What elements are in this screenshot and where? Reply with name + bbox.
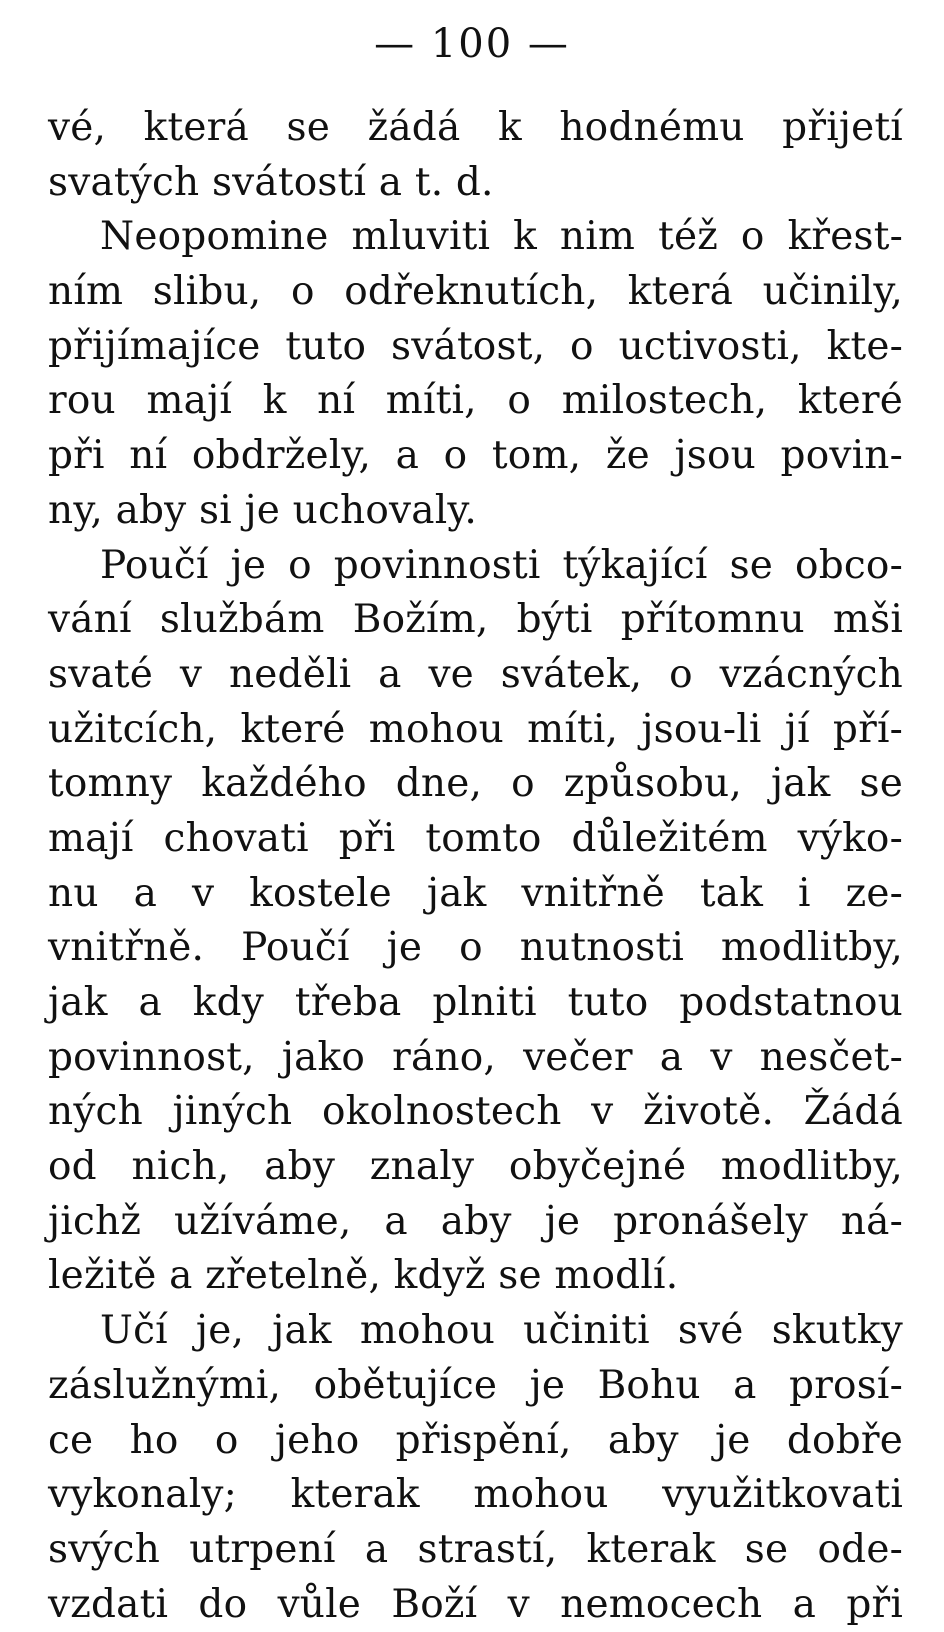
text-line: od nich, aby znaly obyčejné modlitby, bbox=[48, 1144, 903, 1190]
page-number: — 100 — bbox=[374, 21, 570, 67]
text-line: ce ho o jeho přispění, aby je dobře bbox=[48, 1417, 903, 1463]
text-line: mají chovati při tomto důležitém výko- bbox=[48, 815, 903, 861]
text-line: vání službám Božím, býti přítomnu mši bbox=[48, 597, 903, 643]
text-line: ných jiných okolnostech v životě. Žádá bbox=[48, 1089, 903, 1135]
text-line: tomny každého dne, o způsobu, jak se bbox=[48, 761, 903, 807]
text-line: rou mají k ní míti, o milostech, které bbox=[48, 378, 903, 424]
text-line: svatých svátostí a t. d. bbox=[48, 159, 494, 205]
text-line: jak a kdy třeba plniti tuto podstatnou bbox=[48, 980, 903, 1025]
text-line: svých utrpení a strastí, kterak se ode- bbox=[48, 1526, 903, 1572]
text-line: ležitě a zřetelně, když se modlí. bbox=[48, 1253, 679, 1299]
text-line: záslužnými, obětujíce je Bohu a prosí- bbox=[48, 1362, 903, 1408]
text-line: ním slibu, o odřeknutích, která učinily, bbox=[48, 269, 903, 315]
text-line: při ní obdržely, a o tom, že jsou povin- bbox=[48, 433, 903, 479]
body-text bbox=[48, 101, 903, 1632]
text-line: jichž užíváme, a aby je pronášely ná- bbox=[48, 1198, 903, 1244]
text-line: ny, aby si je uchovaly. bbox=[48, 487, 478, 533]
text-line: vnitřně. Poučí je o nutnosti modlitby, bbox=[48, 925, 903, 971]
text-line: svaté v neděli a ve svátek, o vzácných bbox=[48, 651, 903, 697]
text-line: užitcích, které mohou míti, jsou-li jí pří- bbox=[48, 706, 903, 752]
text-line: nu a v kostele jak vnitřně tak i ze- bbox=[48, 870, 903, 916]
text-line: přijímajíce tuto svátost, o uctivosti, kte- bbox=[48, 323, 903, 369]
text-line: povinnost, jako ráno, večer a v nesčet- bbox=[48, 1034, 903, 1080]
text-line: vykonaly; kterak mohou využitkovati bbox=[48, 1472, 903, 1518]
text-line: Neopomine mluviti k nim též o křest- bbox=[100, 214, 903, 260]
text-line: vzdati do vůle Boží v nemocech a při bbox=[48, 1581, 903, 1627]
text-line: vé, která se žádá k hodnému přijetí bbox=[48, 105, 903, 150]
text-line: Učí je, jak mohou učiniti své skutky bbox=[100, 1308, 903, 1354]
text-line: Poučí je o povinnosti týkající se obco- bbox=[100, 542, 903, 588]
